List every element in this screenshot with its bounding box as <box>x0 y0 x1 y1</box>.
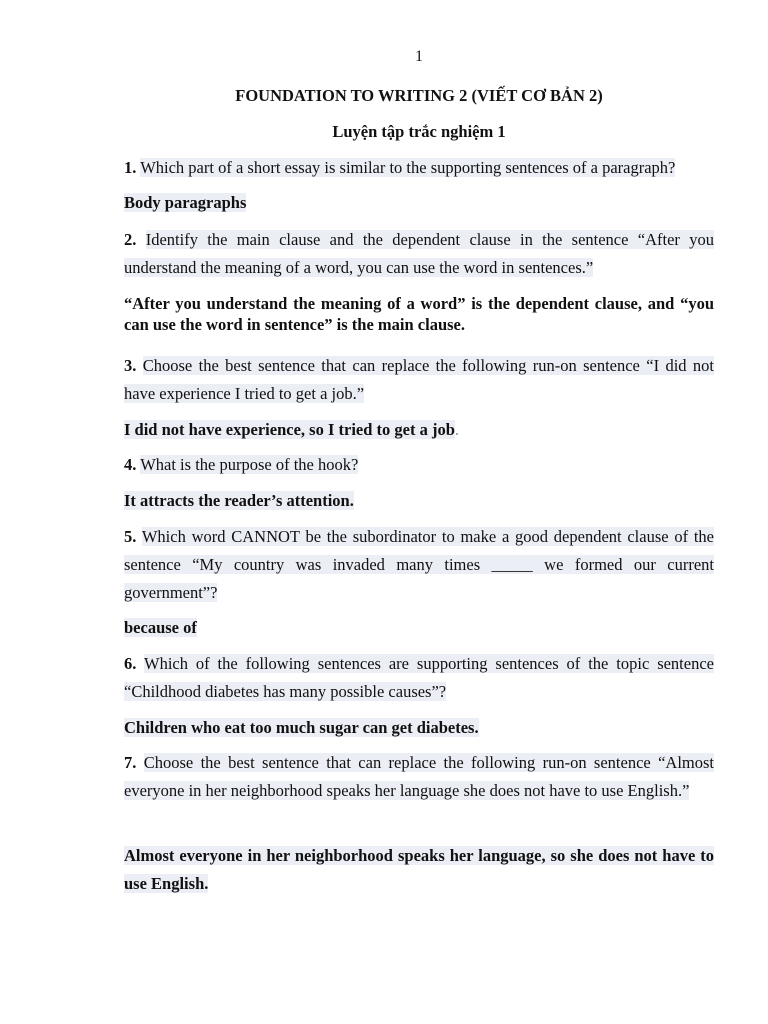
answer-1 <box>124 189 714 217</box>
question-5 <box>124 523 714 607</box>
answer-text: Body paragraphs <box>124 193 247 212</box>
question-text: Which word CANNOT be the subordinator to make a good dependent clause of the sentence “My country was invaded many times _____ we formed our current government”? <box>124 527 715 602</box>
question-text: Which of the following sentences are supporting sentences of the topic sentence “Childhood diabetes has many possible causes”? <box>124 654 714 701</box>
question-text: Choose the best sentence that can replace the following run-on sentence “Almost everyone in her neighborhood speaks her language she does not have to use English.” <box>124 753 714 800</box>
question-7 <box>124 749 714 805</box>
question-1 <box>124 154 714 182</box>
question-number: 4. <box>124 455 137 474</box>
answer-punctuation: . <box>454 420 460 439</box>
answer-7 <box>124 842 714 898</box>
question-text: Identify the main clause and the dependent clause in the sentence “After you understand the meaning of a word, you can use the word in sentences.” <box>124 230 715 277</box>
question-text: What is the purpose of the hook? <box>140 455 359 474</box>
question-text: Which part of a short essay is similar to the supporting sentences of a paragraph? <box>140 158 676 177</box>
answer-text: I did not have experience, so I tried to get a job <box>124 420 455 439</box>
answer-text: Children who eat too much sugar can get diabetes. <box>124 718 479 737</box>
answer-4 <box>124 487 714 515</box>
document-subtitle: Luyện tập trắc nghiệm 1 <box>332 122 506 141</box>
question-number: 7. <box>124 753 137 772</box>
answer-text: Almost everyone in her neighborhood speaks her language, so she does not have to use English. <box>124 846 714 893</box>
answer-text: because of <box>124 618 197 637</box>
answer-text: “After you understand the meaning of a word” is the dependent clause, and “you can use the word in sentence” is the main clause. <box>124 294 714 334</box>
answer-5 <box>124 614 714 642</box>
question-2 <box>124 226 714 282</box>
question-number: 2. <box>124 230 137 249</box>
answer-6 <box>124 714 714 742</box>
question-number: 6. <box>124 654 137 673</box>
question-6 <box>124 650 714 706</box>
question-3 <box>124 352 714 408</box>
question-text: Choose the best sentence that can replace the following run-on sentence “I did not have experience I tried to get a job.” <box>124 356 714 403</box>
answer-2 <box>124 293 714 335</box>
answer-3 <box>124 416 714 444</box>
answer-text: It attracts the reader’s attention. <box>124 491 354 510</box>
document-title: FOUNDATION TO WRITING 2 (VIẾT CƠ BẢN 2) <box>235 86 603 105</box>
question-number: 5. <box>124 527 137 546</box>
question-4 <box>124 451 714 479</box>
question-number: 3. <box>124 356 137 375</box>
page-number: 1 <box>415 48 423 65</box>
question-number: 1. <box>124 158 137 177</box>
